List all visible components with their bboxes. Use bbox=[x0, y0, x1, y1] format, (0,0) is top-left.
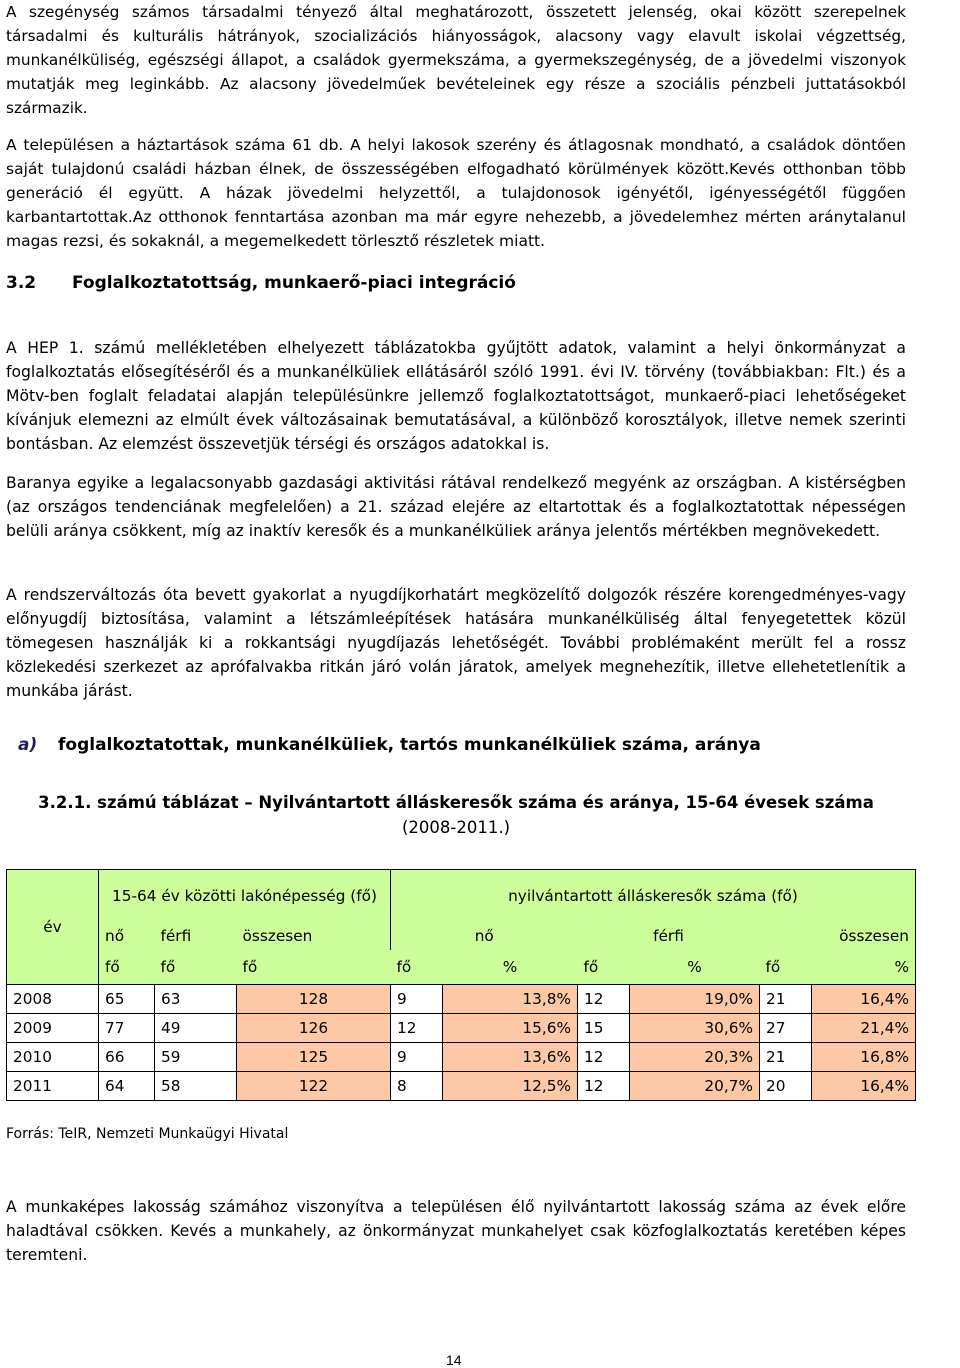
cell: 15 bbox=[578, 1014, 630, 1043]
cell: 8 bbox=[391, 1072, 443, 1101]
cell: 59 bbox=[155, 1043, 237, 1072]
subsection-heading bbox=[18, 735, 761, 755]
cell: 126 bbox=[237, 1014, 391, 1043]
header-sub-seekers-male: férfi bbox=[578, 922, 760, 950]
cell: 16,8% bbox=[812, 1043, 916, 1072]
table-row bbox=[7, 1043, 916, 1072]
cell: 65 bbox=[99, 985, 155, 1014]
table-caption bbox=[6, 790, 906, 840]
cell: 16,4% bbox=[812, 985, 916, 1014]
paragraph-workforce: A munkaképes lakosság számához viszonyítva a településen élő nyilvántartott lakosság száma az évek előre haladtával csökken. Kevés a munkahely, az önkormányzat munkahelyet csak közfoglalkoztatás keretében képes teremteni. bbox=[6, 1198, 906, 1264]
unit-header: % bbox=[812, 950, 916, 985]
unit-header: % bbox=[443, 950, 578, 985]
unit-header: fő bbox=[155, 950, 237, 985]
header-sub-male: férfi bbox=[155, 922, 237, 950]
cell: 12 bbox=[391, 1014, 443, 1043]
header-job-seekers: nyilvántartott álláskeresők száma (fő) bbox=[391, 870, 916, 923]
cell: 122 bbox=[237, 1072, 391, 1101]
table-row bbox=[7, 985, 916, 1014]
header-sub-seekers-total: összesen bbox=[760, 922, 916, 950]
unit-header: fő bbox=[99, 950, 155, 985]
cell: 12,5% bbox=[443, 1072, 578, 1101]
paragraph-hep: A HEP 1. számú mellékletében elhelyezett táblázatokba gyűjtött adatok, valamint a helyi önkormányzat a foglalkoztatás elősegítéséről és a munkanélküliek ellátásáról szóló 1991. évi IV. törvény (továbbiakban: Flt.) és a Mötv-ben foglalt feladatai alapján településünkre jellemző foglalkoztatottságot, munkaerő-piaci lehetőségeket kívánjuk elemezni az elmúlt évek változásainak bemutatásával, a különböző korosztályok, illetve nemek szerinti bontásban. Az elemzést összevetjük térségi és országos adatokkal is. bbox=[6, 339, 906, 453]
cell: 9 bbox=[391, 985, 443, 1014]
cell-year: 2009 bbox=[7, 1014, 99, 1043]
unit-header: fő bbox=[237, 950, 391, 985]
cell: 58 bbox=[155, 1072, 237, 1101]
table-row bbox=[7, 1072, 916, 1101]
job-seekers-table bbox=[6, 869, 916, 1101]
paragraph-baranya: Baranya egyike a legalacsonyabb gazdasági aktivitási rátával rendelkező megyénk az országban. A kistérségben (az országos tendenciának megfelelően) a 21. század elejére az eltartottak és a foglalkoztatottak népességen belüli aránya csökkent, míg az inaktív keresők és a munkanélküliek aránya jelentős mértékben megnövekedett. bbox=[6, 474, 906, 540]
cell: 66 bbox=[99, 1043, 155, 1072]
section-number: 3.2 bbox=[6, 273, 37, 293]
paragraph-rendszervaltozas: A rendszerváltozás óta bevett gyakorlat a nyugdíjkorhatárt megközelítő dolgozók részére korengedményes-vagy előnyugdíj biztosítása, valamint a létszámleépítések hatására munkanélküliség által fenyegetettek közül tömegesen használják ki a rokkantsági nyugdíjazás lehetőségét. További problémaként merült fel a rossz közlekedési szerkezet az aprófalvakba ritkán járó volán járatok, amelyek megnehezítik, illetve ellehetetlenítik a munkába járást. bbox=[6, 586, 906, 700]
section-heading bbox=[6, 273, 516, 293]
cell: 15,6% bbox=[443, 1014, 578, 1043]
header-population: 15-64 év közötti lakónépesség (fő) bbox=[99, 870, 391, 923]
cell: 64 bbox=[99, 1072, 155, 1101]
cell: 27 bbox=[760, 1014, 812, 1043]
paragraph-poverty: A szegénység számos társadalmi tényező által meghatározott, összetett jelenség, okai között szerepelnek társadalmi és kulturális hátrányok, szocializációs hiányosságok, alacsony vagy elavult iskolai végzettség, munkanélküliség, egészségi állapot, a családok gyermekszáma, a gyermekszegénység, de a jövedelmi viszonyok mutatják meg leginkább. Az alacsony jövedelműek bevételeinek egy része a szociális pénzbeli juttatásokból származik. bbox=[6, 3, 906, 117]
unit-header: % bbox=[630, 950, 760, 985]
cell: 12 bbox=[578, 985, 630, 1014]
cell-year: 2010 bbox=[7, 1043, 99, 1072]
cell: 20,3% bbox=[630, 1043, 760, 1072]
table-source: Forrás: TeIR, Nemzeti Munkaügyi Hivatal bbox=[6, 1126, 289, 1142]
page-number: 14 bbox=[446, 1352, 462, 1368]
cell: 21 bbox=[760, 985, 812, 1014]
unit-header: fő bbox=[391, 950, 443, 985]
subsection-label: a) bbox=[18, 735, 38, 755]
cell: 63 bbox=[155, 985, 237, 1014]
header-sub-female: nő bbox=[99, 922, 155, 950]
cell: 128 bbox=[237, 985, 391, 1014]
cell: 20 bbox=[760, 1072, 812, 1101]
unit-header: fő bbox=[578, 950, 630, 985]
header-sub-total: összesen bbox=[237, 922, 391, 950]
cell-year: 2008 bbox=[7, 985, 99, 1014]
cell: 16,4% bbox=[812, 1072, 916, 1101]
cell: 125 bbox=[237, 1043, 391, 1072]
cell: 20,7% bbox=[630, 1072, 760, 1101]
section-title: Foglalkoztatottság, munkaerő-piaci integráció bbox=[72, 273, 516, 293]
cell: 12 bbox=[578, 1072, 630, 1101]
cell: 21 bbox=[760, 1043, 812, 1072]
cell: 13,8% bbox=[443, 985, 578, 1014]
paragraph-households: A településen a háztartások száma 61 db. A helyi lakosok szerény és átlagosnak mondható, a családok döntően saját tulajdonú családi házban élnek, de összességében elfogadható körülmények között.Kevés otthonban több generáció él együtt. A házak jövedelmi helyzettől, a tulajdonosok igényétől, igényességétől függően karbantartottak.Az otthonok fenntartása azonban ma már egyre nehezebb, a jövedelemhez mérten aránytalanul magas rezsi, és sokaknál, a megemelkedett törlesztő részletek miatt. bbox=[6, 136, 906, 250]
unit-header: fő bbox=[760, 950, 812, 985]
table-row bbox=[7, 1014, 916, 1043]
cell-year: 2011 bbox=[7, 1072, 99, 1101]
cell: 12 bbox=[578, 1043, 630, 1072]
cell: 19,0% bbox=[630, 985, 760, 1014]
cell: 9 bbox=[391, 1043, 443, 1072]
cell: 30,6% bbox=[630, 1014, 760, 1043]
cell: 13,6% bbox=[443, 1043, 578, 1072]
table-caption-title: 3.2.1. számú táblázat – Nyilvántartott álláskeresők száma és aránya, 15-64 évesek száma bbox=[38, 793, 874, 812]
subsection-title: foglalkoztatottak, munkanélküliek, tartós munkanélküliek száma, aránya bbox=[58, 735, 761, 755]
table-caption-years: (2008-2011.) bbox=[401, 818, 511, 837]
cell: 49 bbox=[155, 1014, 237, 1043]
cell: 77 bbox=[99, 1014, 155, 1043]
header-year: év bbox=[7, 870, 99, 985]
header-sub-seekers-female: nő bbox=[391, 922, 578, 950]
cell: 21,4% bbox=[812, 1014, 916, 1043]
